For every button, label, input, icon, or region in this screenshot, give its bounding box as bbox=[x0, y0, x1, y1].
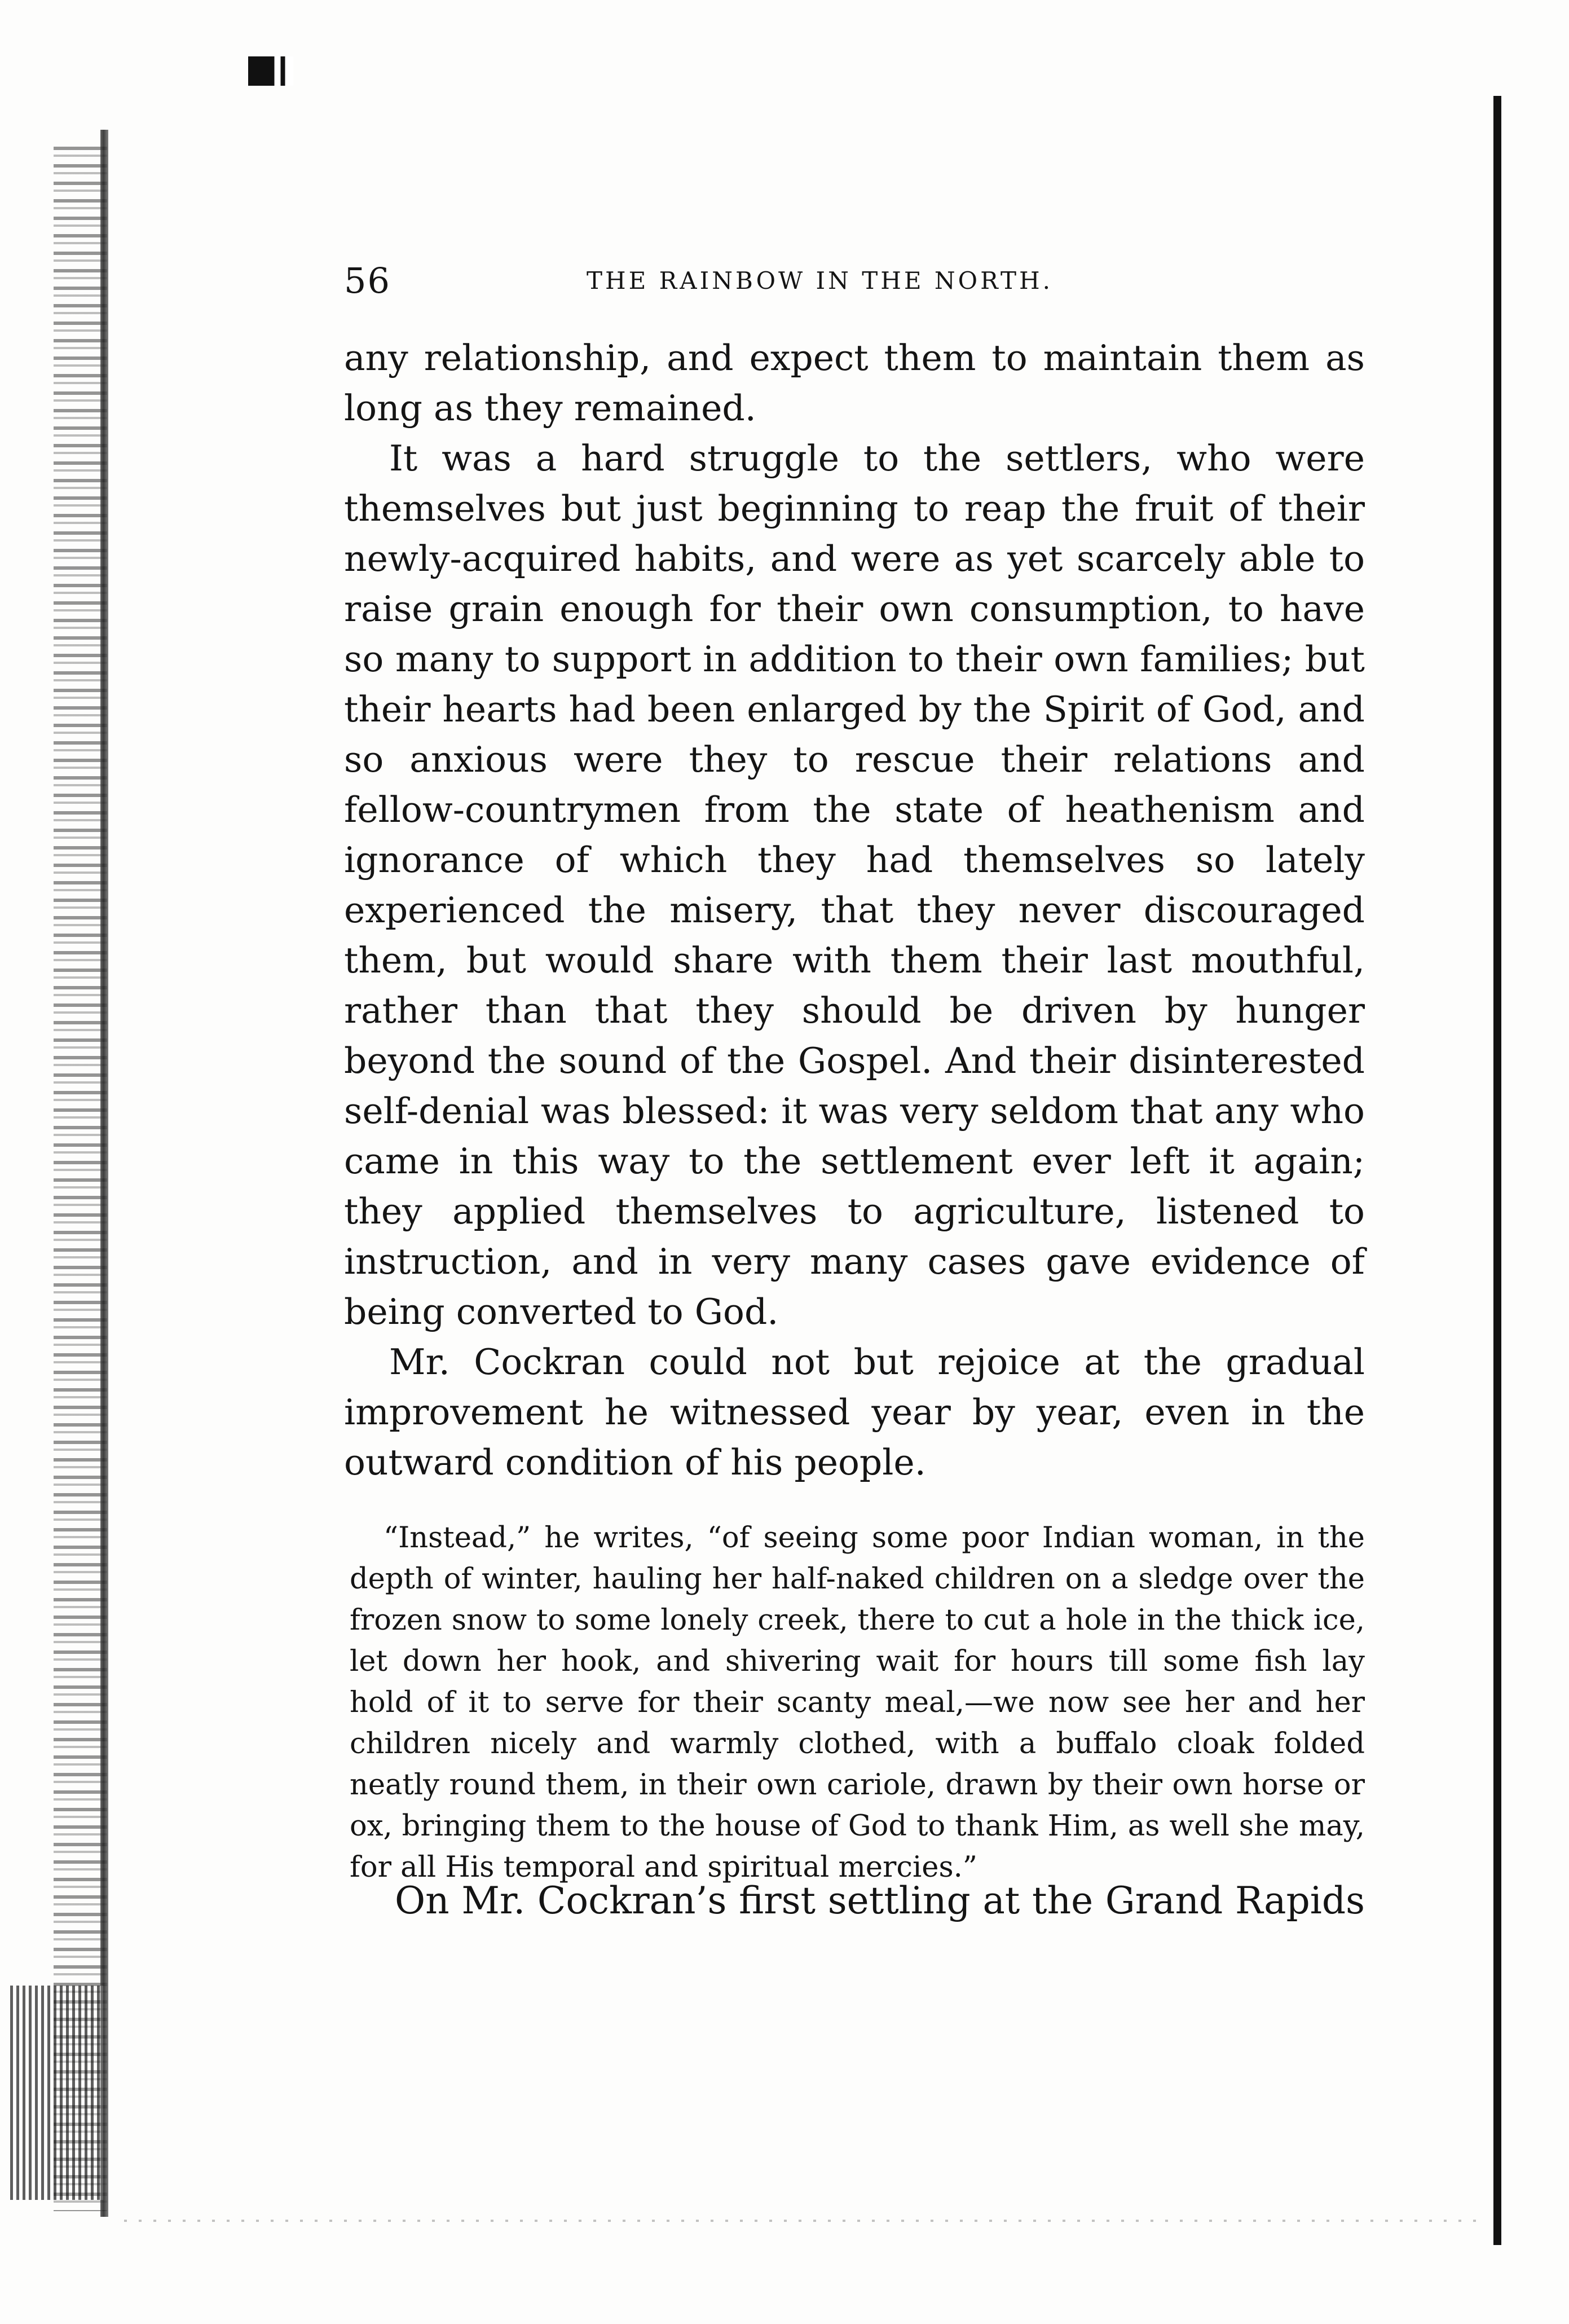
scan-binding-dark-patch bbox=[10, 1986, 103, 2200]
paragraph-settlers: It was a hard struggle to the settlers, who were themselves but just beginning to reap the fruit of their newly-acquired habits, and were as yet scarcely able to raise grain enough for their own consumption, to have so many to support in addition to their own families; but their hearts had been enlarged by the Spirit of God, and so anxious were they to rescue their relations and fellow-countrymen from the state of heathenism and ignorance of which they had themselves so lately experienced the misery, that they never discouraged them, but would share with them their last mouthful, rather than that they should be driven by hunger beyond the sound of the Gospel. And their disinterested self-denial was blessed: it was very seldom that any who came in this way to the settlement ever left it again; they applied themselves to agriculture, listened to instruction, and in very many cases gave evidence of being converted to God. bbox=[344, 438, 1365, 1332]
scan-bottom-speckles bbox=[124, 2220, 1478, 2222]
scan-binding-shadow bbox=[54, 147, 107, 2211]
closing-line: On Mr. Cockran’s first settling at the Grand Rapids bbox=[395, 1879, 1365, 1922]
paragraph-cockran: Mr. Cockran could not but rejoice at the gradual improvement he witnessed year by year, even in the outward condition of his people. bbox=[344, 1341, 1365, 1483]
running-title: THE RAINBOW IN THE NORTH. bbox=[587, 267, 1053, 294]
body-text bbox=[344, 333, 1365, 1487]
running-head bbox=[344, 258, 1365, 303]
page-number: 56 bbox=[344, 260, 391, 301]
paragraph-continuation: any relationship, and expect them to maintain them as long as they remained. bbox=[344, 337, 1365, 429]
scan-right-edge-rule bbox=[1493, 96, 1501, 2245]
scan-corner-mark bbox=[248, 56, 293, 86]
block-quotation: “Instead,” he writes, “of seeing some poor Indian woman, in the depth of winter, hauling her half-naked children on a sledge over the frozen snow to some lonely creek, there to cut a hole in the thick ice, let down her hook, and shivering wait for hours till some fish lay hold of it to serve for their scanty meal,—we now see her and her children nicely and warmly clothed, with a buffalo cloak folded neatly round them, in their own cariole, drawn by their own horse or ox, bringing them to the house of God to thank Him, as well she may, for all His temporal and spiritual mercies.” bbox=[350, 1521, 1365, 1884]
scan-binding-edge bbox=[100, 130, 108, 2217]
